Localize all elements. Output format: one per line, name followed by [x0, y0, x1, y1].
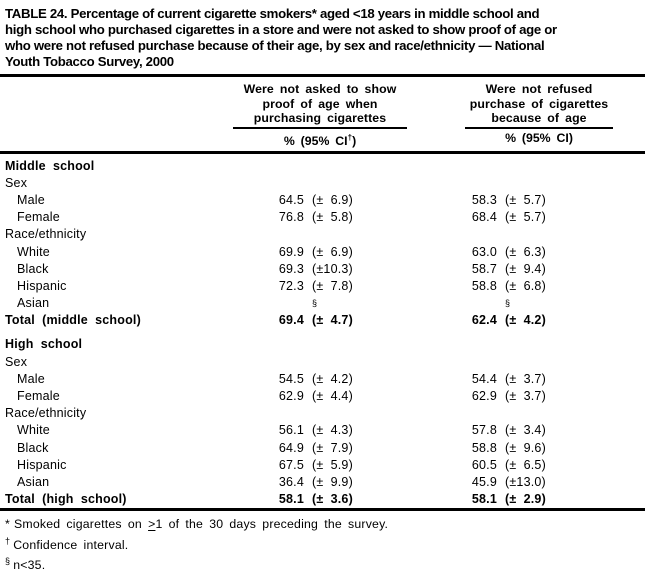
table-row: [0, 261, 645, 278]
col2-percent: 58.3: [471, 192, 497, 207]
col2-percent: 62.4: [471, 313, 497, 328]
col2-ci: (± 9.6): [505, 440, 546, 455]
col2-ci: (± 5.7): [505, 210, 546, 225]
table-row: [0, 474, 645, 491]
col2-percent: 68.4: [471, 210, 497, 225]
row-label: Total (middle school): [5, 313, 141, 328]
row-label: Black: [17, 261, 49, 276]
col1-percent: [232, 175, 304, 192]
col1-percent: 56.1: [278, 423, 304, 438]
subheader-text: ): [352, 133, 357, 148]
subheader-ci-2: % (95% CI): [505, 130, 573, 145]
col2-percent: 57.8: [471, 423, 497, 438]
col2-ci: [497, 158, 645, 175]
col2-ci: [497, 226, 645, 243]
table-title-line: high school who purchased cigarettes in a store and were not asked to show proof of age or: [5, 22, 557, 37]
col1-percent: 76.8: [278, 210, 304, 225]
col1-ci: (± 6.9): [312, 192, 353, 207]
table-row: [0, 354, 645, 371]
col2-ci: (± 9.4): [505, 261, 546, 276]
col1-percent: 69.4: [278, 313, 304, 328]
column-header-not-asked: [233, 82, 407, 129]
col1-ci: (± 5.8): [312, 210, 353, 225]
col2-percent: [400, 175, 497, 192]
col1-ci: [304, 175, 400, 192]
row-label: Female: [17, 389, 60, 404]
table-row: [0, 226, 645, 243]
col1-percent: 64.9: [278, 440, 304, 455]
footnotes: [0, 511, 645, 574]
col1-percent: [232, 226, 304, 243]
column-header-line: purchasing cigarettes: [253, 111, 387, 125]
table-title-line: Youth Tobacco Survey, 2000: [5, 54, 174, 69]
col1-percent: [232, 354, 304, 371]
col2-ci: (± 4.2): [505, 313, 546, 328]
column-header-line: Were not refused: [485, 82, 593, 96]
col1-ci: (± 9.9): [312, 474, 353, 489]
col2-percent: [400, 158, 497, 175]
col2-percent: 58.1: [471, 492, 497, 507]
footnote-symbol: §: [505, 298, 511, 309]
col2-ci: [497, 405, 645, 422]
subheader-row: [0, 129, 645, 151]
row-label: Black: [17, 440, 49, 455]
row-label: Male: [17, 371, 45, 386]
table-row: [0, 158, 645, 175]
row-label: High school: [5, 337, 83, 352]
col1-ci: (± 4.3): [312, 423, 353, 438]
col1-ci: [304, 405, 400, 422]
col1-percent: 72.3: [278, 278, 304, 293]
col2-ci: (± 5.7): [505, 192, 546, 207]
col2-percent: 54.4: [471, 371, 497, 386]
footnote-text: Confidence interval.: [13, 537, 129, 552]
col2-percent: 62.9: [471, 389, 497, 404]
table-row: [0, 244, 645, 261]
col2-ci: (±13.0): [505, 474, 546, 489]
table-row: [0, 371, 645, 388]
col2-percent: [400, 354, 497, 371]
footnote-n: [5, 553, 645, 574]
row-label: Race/ethnicity: [5, 227, 87, 242]
col2-percent: 58.8: [471, 278, 497, 293]
col2-ci: (± 6.5): [505, 457, 546, 472]
greater-equal-symbol: >: [148, 517, 156, 532]
column-header-not-refused: [465, 82, 613, 129]
col2-ci: (± 6.3): [505, 244, 546, 259]
row-label: Middle school: [5, 158, 95, 173]
footnote-smoked: [5, 516, 645, 533]
subheader-text: % (95% CI: [283, 133, 348, 148]
col1-ci: [304, 226, 400, 243]
col1-percent: 69.3: [278, 261, 304, 276]
column-header-line: Were not asked to show: [243, 82, 397, 96]
row-label: Asian: [17, 296, 50, 311]
col1-percent: 69.9: [278, 244, 304, 259]
col1-ci: (± 3.6): [312, 492, 353, 507]
column-header-line: because of age: [491, 111, 587, 125]
col1-ci: [304, 158, 400, 175]
table-row: [0, 175, 645, 192]
row-label: White: [17, 423, 50, 438]
section-symbol: §: [5, 556, 11, 567]
column-header-line: purchase of cigarettes: [469, 96, 609, 111]
column-header-line: proof of age when: [262, 96, 378, 111]
col2-percent: 58.7: [471, 261, 497, 276]
table-row: [0, 209, 645, 226]
table-row: [0, 192, 645, 209]
table-row: [0, 312, 645, 329]
col1-ci: (± 7.8): [312, 278, 353, 293]
col1-ci: (± 4.4): [312, 389, 353, 404]
asterisk-symbol: *: [5, 517, 10, 532]
table-row: [0, 440, 645, 457]
col2-ci: (± 3.7): [505, 371, 546, 386]
col2-ci: (± 3.4): [505, 423, 546, 438]
row-label: Sex: [5, 175, 28, 190]
col1-percent: 62.9: [278, 389, 304, 404]
column-header-row: [0, 77, 645, 129]
table-title: [0, 0, 645, 70]
col1-percent: 67.5: [278, 457, 304, 472]
col2-ci: [497, 354, 645, 371]
col1-percent: [232, 336, 304, 353]
footnote-text: n<35.: [13, 558, 46, 573]
table-body: [0, 154, 645, 509]
footnote-symbol: §: [312, 298, 318, 309]
row-label: Race/ethnicity: [5, 406, 87, 421]
table-row: [0, 422, 645, 439]
col2-percent: 60.5: [471, 457, 497, 472]
table-row: [0, 336, 645, 353]
footnote-ci: [5, 533, 645, 554]
col1-ci: (± 7.9): [312, 440, 353, 455]
row-label: Female: [17, 210, 60, 225]
col2-ci: (± 3.7): [505, 389, 546, 404]
col1-ci: (± 4.2): [312, 371, 353, 386]
row-label: Hispanic: [17, 278, 67, 293]
col2-ci: [497, 175, 645, 192]
table-title-line: TABLE 24. Percentage of current cigarette smokers* aged <18 years in middle school and: [5, 6, 540, 21]
col2-percent: 63.0: [471, 244, 497, 259]
col2-percent: 58.8: [471, 440, 497, 455]
col1-ci: (± 5.9): [312, 457, 353, 472]
col1-ci: [304, 354, 400, 371]
row-label: Sex: [5, 354, 28, 369]
col2-percent: [400, 226, 497, 243]
col1-ci: (±10.3): [312, 261, 353, 276]
subheader-ci-1: [233, 131, 407, 148]
footnote-text: Smoked cigarettes on: [14, 517, 149, 532]
col1-percent: 36.4: [278, 474, 304, 489]
col2-ci: (± 6.8): [505, 278, 546, 293]
table-title-line: who were not refused purchase because of their age, by sex and race/ethnicity — National: [5, 38, 545, 53]
col1-percent: [232, 405, 304, 422]
col2-percent: [400, 405, 497, 422]
row-label: Hispanic: [17, 457, 67, 472]
table-row: [0, 491, 645, 508]
row-label: Asian: [17, 474, 50, 489]
col1-percent: [232, 158, 304, 175]
row-label: Male: [17, 192, 45, 207]
col2-percent: [400, 336, 497, 353]
table-row: [0, 278, 645, 295]
col1-ci: (± 6.9): [312, 244, 353, 259]
col2-ci: [497, 336, 645, 353]
table-row: [0, 295, 645, 312]
footnote-text: 1 of the 30 days preceding the survey.: [155, 517, 389, 532]
dagger-symbol: †: [347, 132, 353, 142]
col1-percent: 58.1: [278, 492, 304, 507]
table-row: [0, 388, 645, 405]
col1-ci: [304, 336, 400, 353]
table-row: [0, 405, 645, 422]
row-label: Total (high school): [5, 492, 127, 507]
col2-ci: (± 2.9): [505, 492, 546, 507]
col1-percent: 64.5: [278, 192, 304, 207]
row-label: White: [17, 244, 50, 259]
table-row: [0, 457, 645, 474]
dagger-symbol: †: [5, 535, 11, 546]
col1-ci: (± 4.7): [312, 313, 353, 328]
col1-percent: 54.5: [278, 371, 304, 386]
col2-percent: 45.9: [471, 474, 497, 489]
